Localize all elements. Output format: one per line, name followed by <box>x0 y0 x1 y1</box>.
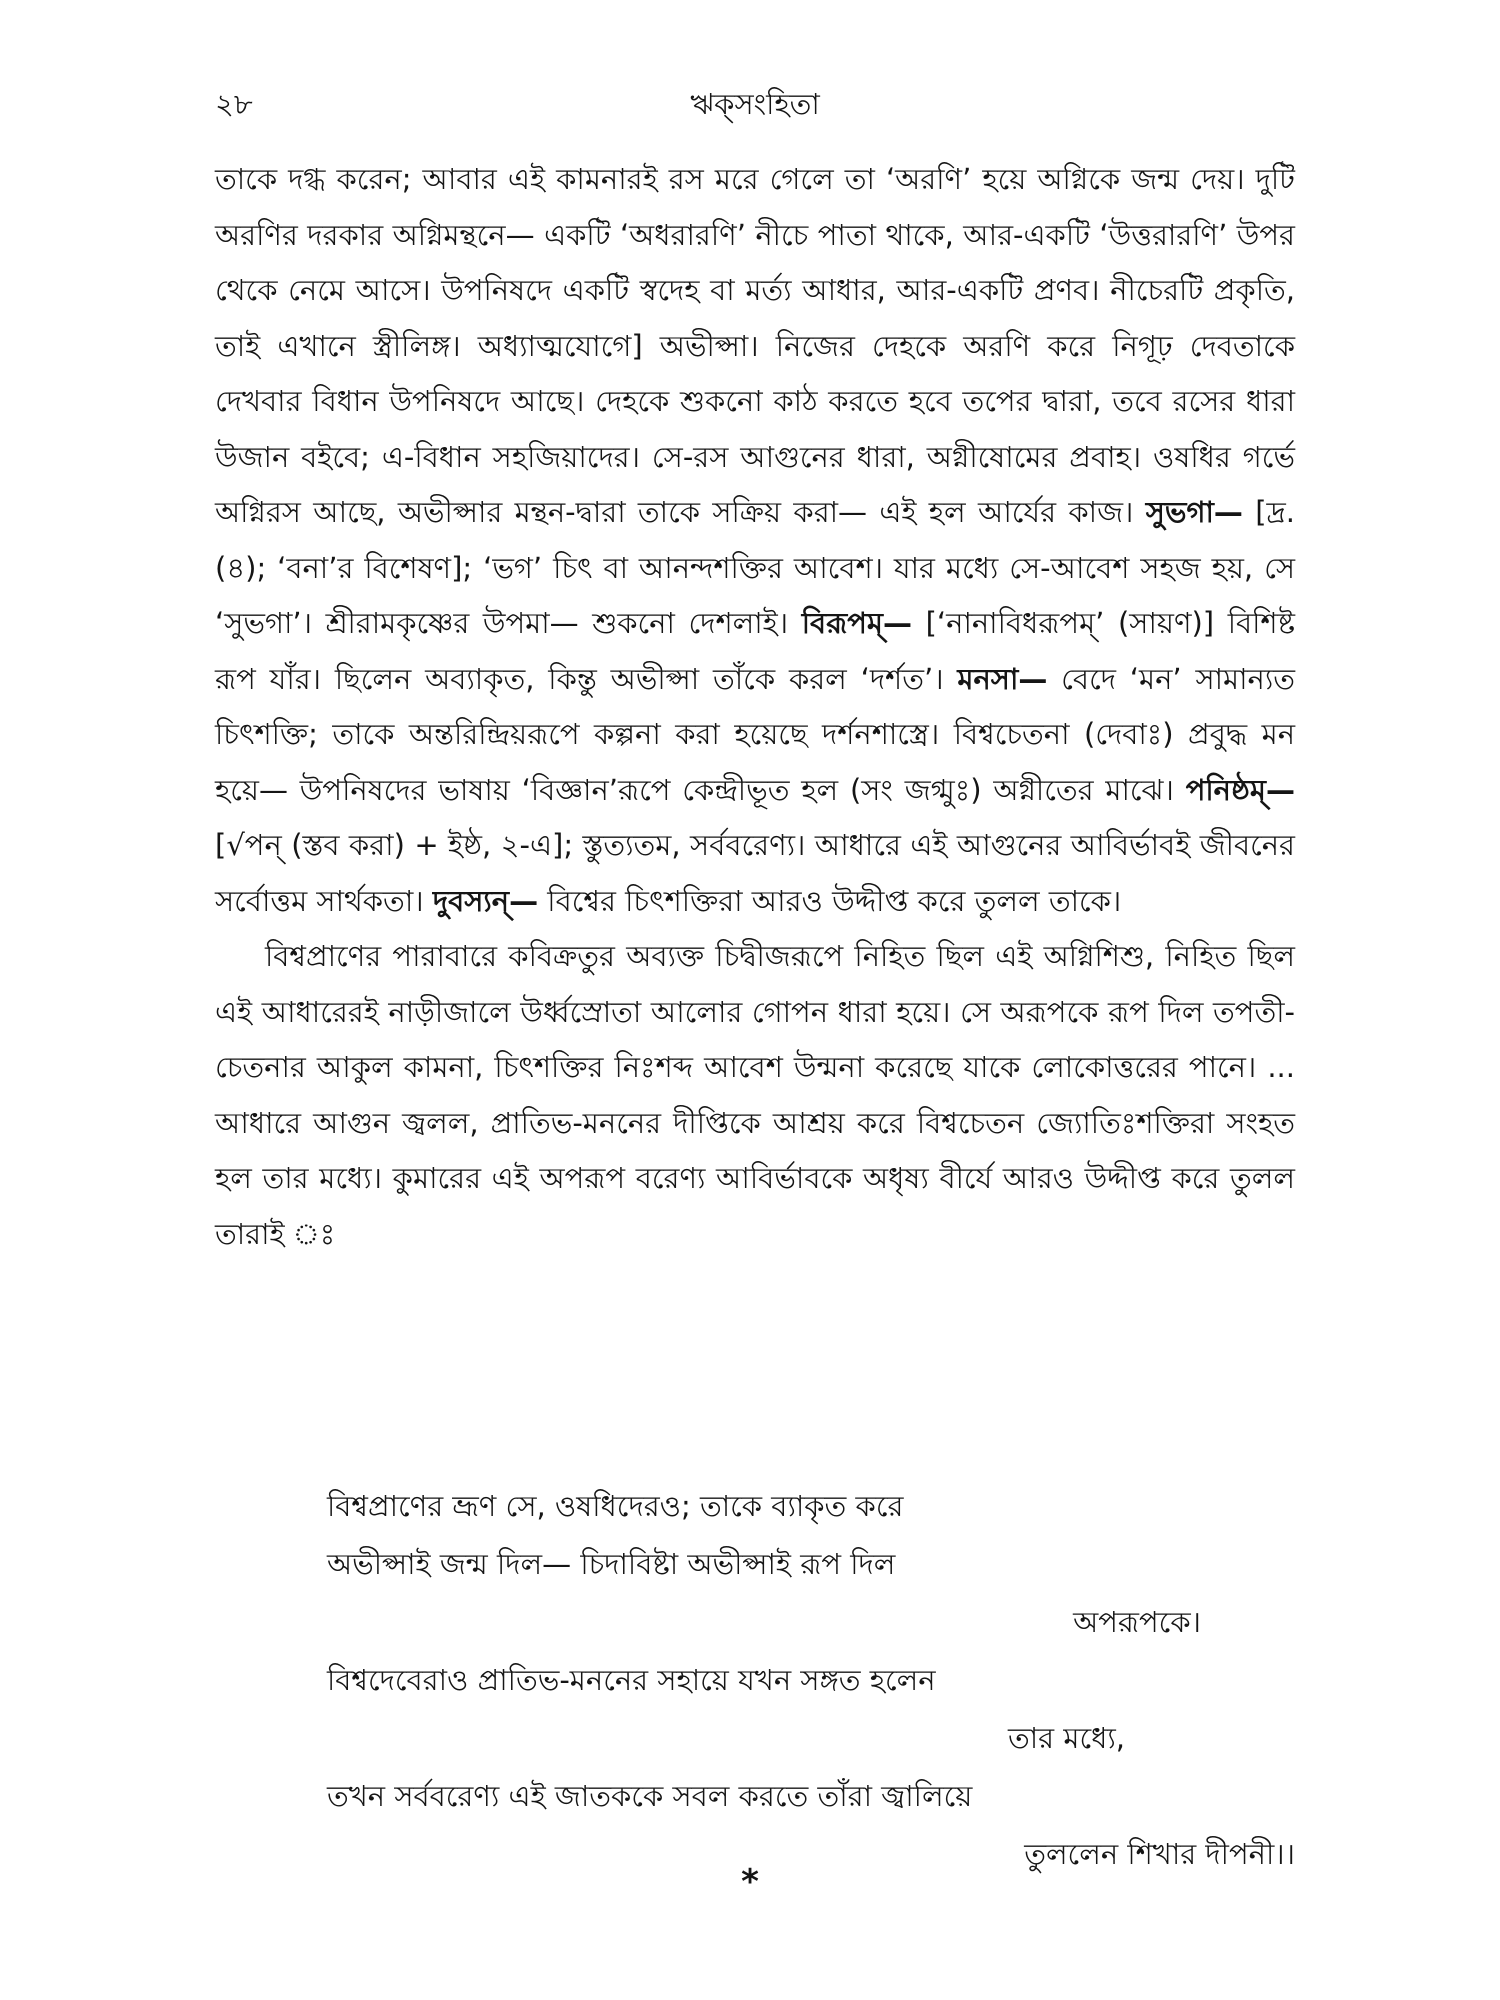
verse-block <box>327 1477 1295 1883</box>
paragraph-commentary <box>215 152 1295 929</box>
paragraph-text-run: [‘নানাবিধরূপম্’ (সায়ণ)] বিশিষ্ট রূপ যাঁর। ছিলেন অব্যাকৃত, কিন্তু অভীপ্সা তাঁকে করল ‘দর্শত’। <box>215 606 1295 696</box>
paragraph-text-run: তাকে দগ্ধ করেন; আবার এই কামনারই রস মরে গেলে তা ‘অরণি’ হয়ে অগ্নিকে জন্ম দেয়। দুটি অরণির দরকার অগ্নিমন্থনে— একটি ‘অধরারণি’ নীচে পাতা থাকে, আর-একটি ‘উত্তরারণি’ উপর থেকে নেমে আসে। উপনিষদে একটি স্বদেহ বা মর্ত্য আধার, আর-একটি প্রণব। নীচেরটি প্রকৃতি, তাই এখানে স্ত্রীলিঙ্গ। অধ্যাত্মযোগে] অভীপ্সা। নিজের দেহকে অরণি করে নিগূঢ় দেবতাকে দেখবার বিধান উপনিষদে আছে। দেহকে শুকনো কাঠ করতে হবে তপের দ্বারা, তবে রসের ধারা উজান বইবে; এ-বিধান সহজিয়াদের। সে-রস আগুনের ধারা, অগ্নীষোমের প্রবাহ। ওষধির গর্ভে অগ্নিরস আছে, অভীপ্সার মন্থন-দ্বারা তাকে সক্রিয় করা— এই হল আর্যের কাজ। <box>215 162 1295 529</box>
paragraph-prose-translation: বিশ্বপ্রাণের পারাবারে কবিক্রতুর অব্যক্ত চিদ্বীজরূপে নিহিত ছিল এই অগ্নিশিশু, নিহিত ছিল এই আধারেরই নাড়ীজালে উর্ধ্বস্রোতা আলোর গোপন ধারা হয়ে। সে অরূপকে রূপ দিল তপতী-চেতনার আকুল কামনা, চিৎশক্তির নিঃশব্দ আবেশ উন্মনা করেছে যাকে লোকোত্তরের পানে। ... আধারে আগুন জ্বলল, প্রাতিভ-মননের দীপ্তিকে আশ্রয় করে বিশ্বচেতন জ্যোতিঃশক্তিরা সংহত হল তার মধ্যে। কুমারের এই অপরূপ বরেণ্য আবির্ভাবকে অধৃষ্য বীর্যে আরও উদ্দীপ্ত করে তুলল তারাই ঃ <box>215 939 1295 1251</box>
glossary-term: বিরূপম্— <box>801 606 913 640</box>
verse-line: বিশ্বপ্রাণের ভ্রূণ সে, ওষধিদেরও; তাকে ব্যাকৃত করে <box>327 1489 904 1523</box>
verse-line: অপরূপকে। <box>1073 1605 1201 1639</box>
paragraph-text-run: [√পন্ (স্তব করা) + ইষ্ঠ, ২-এ]; স্তুত্যতম, সর্ববরেণ্য। আধারে এই আগুনের আবির্ভাবই জীবনের সর্বোত্তম সার্থকতা। <box>215 828 1295 918</box>
running-title: ঋক্‌সংহিতা <box>690 87 820 121</box>
glossary-term: দুবস্যন্— <box>432 883 539 918</box>
section-end-mark: * <box>741 1862 759 1902</box>
verse-line: তখন সর্ববরেণ্য এই জাতককে সবল করতে তাঁরা জ্বালিয়ে <box>327 1779 973 1813</box>
glossary-term: সুভগা— <box>1145 495 1243 529</box>
paragraph-text-run: বিশ্বের চিৎশক্তিরা আরও উদ্দীপ্ত করে তুলল তাকে। <box>538 883 1122 918</box>
verse-line: তুললেন শিখার দীপনী।। <box>1024 1837 1295 1871</box>
body-text <box>215 152 1295 1262</box>
paragraph-text-run: [দ্র. (৪); ‘বনা’র বিশেষণ]; ‘ভগ’ চিৎ বা আনন্দশক্তির আবেশ। যার মধ্যে সে-আবেশ সহজ হয়, সে ‘সুভগা’। শ্রীরামকৃষ্ণের উপমা— শুকনো দেশলাই। <box>215 495 1295 640</box>
verse-line: বিশ্বদেবেরাও প্রাতিভ-মননের সহায়ে যখন সঙ্গত হলেন <box>327 1663 936 1697</box>
page-header <box>215 84 1295 134</box>
verse-line: অভীপ্সাই জন্ম দিল— চিদাবিষ্টা অভীপ্সাই রূপ দিল <box>327 1547 896 1581</box>
glossary-term: পনিষ্ঠম্— <box>1185 772 1295 807</box>
verse-line: তার মধ্যে, <box>1008 1721 1125 1755</box>
glossary-term: মনসা— <box>957 661 1048 696</box>
paragraph-text-run: বেদে ‘মন’ সামান্যত চিৎশক্তি; তাকে অন্তরিন্দ্রিয়রূপে কল্পনা করা হয়েছে দর্শনশাস্ত্রে। বিশ্বচেতনা (দেবাঃ) প্রবুদ্ধ মন হয়ে— উপনিষদের ভাষায় ‘বিজ্ঞান’রূপে কেন্দ্রীভূত হল (সং জগ্মুঃ) অগ্নীতের মাঝে। <box>215 661 1295 807</box>
page-number: ২৮ <box>215 87 253 121</box>
